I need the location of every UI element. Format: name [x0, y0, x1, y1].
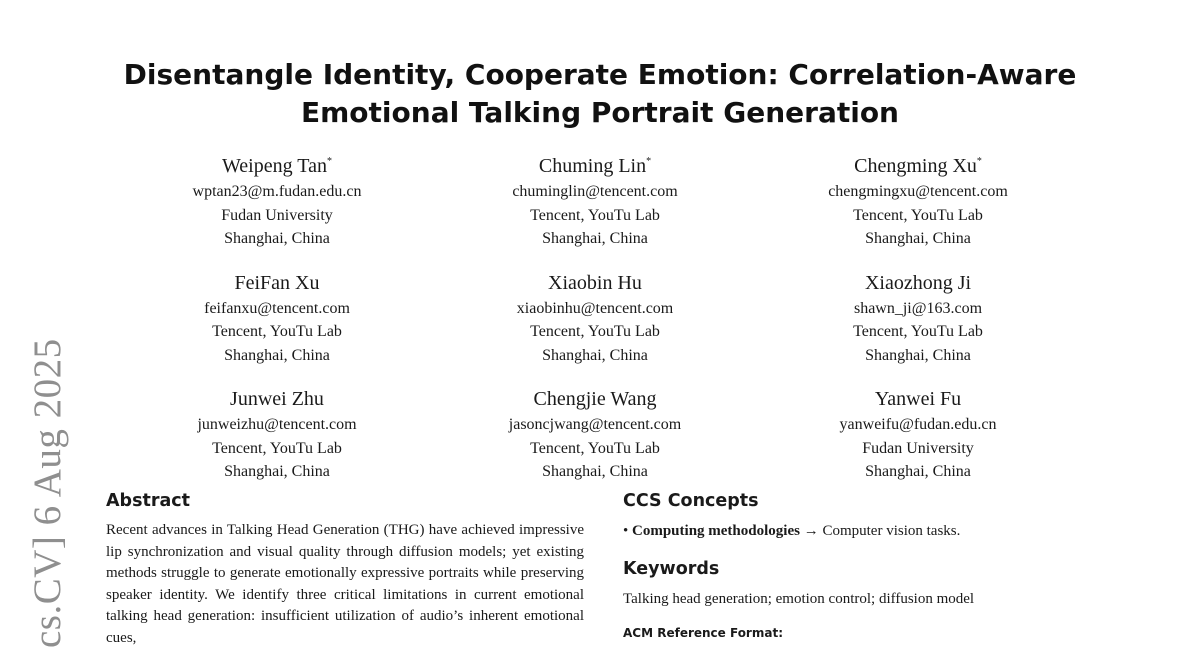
author-affiliation: Tencent, YouTu Lab	[212, 439, 342, 457]
author-name-text: FeiFan Xu	[234, 271, 320, 294]
author-location: Shanghai, China	[542, 463, 648, 480]
author-name	[122, 265, 432, 297]
author-card	[122, 381, 432, 484]
author-card	[432, 148, 758, 251]
ccs-bold-term: Computing methodologies	[632, 523, 800, 539]
author-email: xiaobinhu@tencent.com	[516, 299, 674, 317]
author-email: junweizhu@tencent.com	[197, 416, 357, 433]
author-email: feifanxu@tencent.com	[204, 299, 350, 317]
author-card	[758, 265, 1078, 368]
author-location: Shanghai, China	[542, 230, 648, 247]
ccs-concept	[623, 520, 1103, 542]
author-name-text: Chuming Lin	[538, 155, 647, 177]
author-name	[758, 265, 1078, 297]
author-affiliation: Tencent, YouTu Lab	[530, 323, 660, 340]
author-email: shawn_ji@163.com	[853, 299, 983, 317]
keywords-heading: Keywords	[623, 559, 720, 579]
acm-reference-heading: ACM Reference Format:	[623, 626, 783, 640]
ccs-bullet: •	[623, 523, 629, 539]
author-email: yanweifu@fudan.edu.cn	[839, 416, 997, 433]
author-card	[758, 148, 1078, 251]
paper-title: Disentangle Identity, Cooperate Emotion: Correlation-Aware Emotional Talking Portrait Generation	[123, 58, 1077, 129]
ccs-rest: Computer vision tasks.	[822, 523, 961, 539]
author-name	[758, 381, 1078, 413]
author-affiliation: Tencent, YouTu Lab	[530, 439, 660, 457]
author-name	[432, 148, 758, 180]
author-affiliation: Tencent, YouTu Lab	[212, 323, 342, 340]
author-card	[122, 148, 432, 251]
arxiv-stamp	[8, 338, 88, 648]
author-name-text: Weipeng Tan	[222, 155, 327, 177]
author-location: Shanghai, China	[542, 346, 648, 364]
author-name-text: Xiaozhong Ji	[864, 271, 972, 294]
author-name-text: Yanwei Fu	[874, 388, 962, 410]
author-affiliation: Tencent, YouTu Lab	[530, 206, 660, 224]
ccs-heading: CCS Concepts	[623, 491, 759, 511]
author-name	[432, 381, 758, 413]
author-affiliation: Fudan University	[862, 439, 974, 457]
author-location: Shanghai, China	[865, 346, 971, 364]
equal-contribution-mark: *	[326, 156, 332, 167]
author-card	[432, 265, 758, 368]
author-name	[122, 148, 432, 180]
author-grid	[122, 148, 1078, 484]
author-name	[122, 381, 432, 413]
author-location: Shanghai, China	[224, 463, 330, 480]
author-email: chuminglin@tencent.com	[512, 183, 678, 200]
right-column	[623, 488, 1103, 642]
author-card	[122, 265, 432, 368]
author-name	[432, 265, 758, 297]
ccs-arrow: →	[803, 523, 819, 539]
author-email: chengmingxu@tencent.com	[828, 183, 1008, 200]
author-name-text: Xiaobin Hu	[548, 271, 642, 294]
author-location: Shanghai, China	[865, 230, 971, 247]
author-name-text: Chengming Xu	[854, 155, 977, 177]
author-email: jasoncjwang@tencent.com	[508, 416, 682, 433]
author-location: Shanghai, China	[224, 230, 330, 247]
equal-contribution-mark: *	[976, 156, 982, 167]
keywords-text: Talking head generation; emotion control; diffusion model	[623, 591, 975, 607]
author-name-text: Junwei Zhu	[230, 388, 324, 410]
author-location: Shanghai, China	[224, 346, 330, 364]
abstract-text: Recent advances in Talking Head Generation (THG) have achieved impressive lip synchronization and visual quality through diffusion models; yet existing methods struggle to generate emotionally expressive portraits while preserving speaker identity. We identify three critical limitations in current emotional talking head generation: insufficient utilization of audio’s inherent emotional cues,	[106, 522, 584, 646]
left-column	[106, 488, 584, 649]
author-card	[758, 381, 1078, 484]
author-name	[758, 148, 1078, 180]
author-affiliation: Tencent, YouTu Lab	[853, 206, 983, 224]
arxiv-stamp-text: cs.CV] 6 Aug 2025	[26, 338, 69, 648]
abstract-heading: Abstract	[106, 491, 191, 511]
author-name-text: Chengjie Wang	[533, 388, 657, 410]
author-location: Shanghai, China	[865, 463, 971, 480]
author-affiliation: Fudan University	[221, 206, 333, 224]
equal-contribution-mark: *	[646, 156, 652, 167]
author-email: wptan23@m.fudan.edu.cn	[192, 183, 362, 200]
author-card	[432, 381, 758, 484]
author-affiliation: Tencent, YouTu Lab	[853, 323, 983, 340]
